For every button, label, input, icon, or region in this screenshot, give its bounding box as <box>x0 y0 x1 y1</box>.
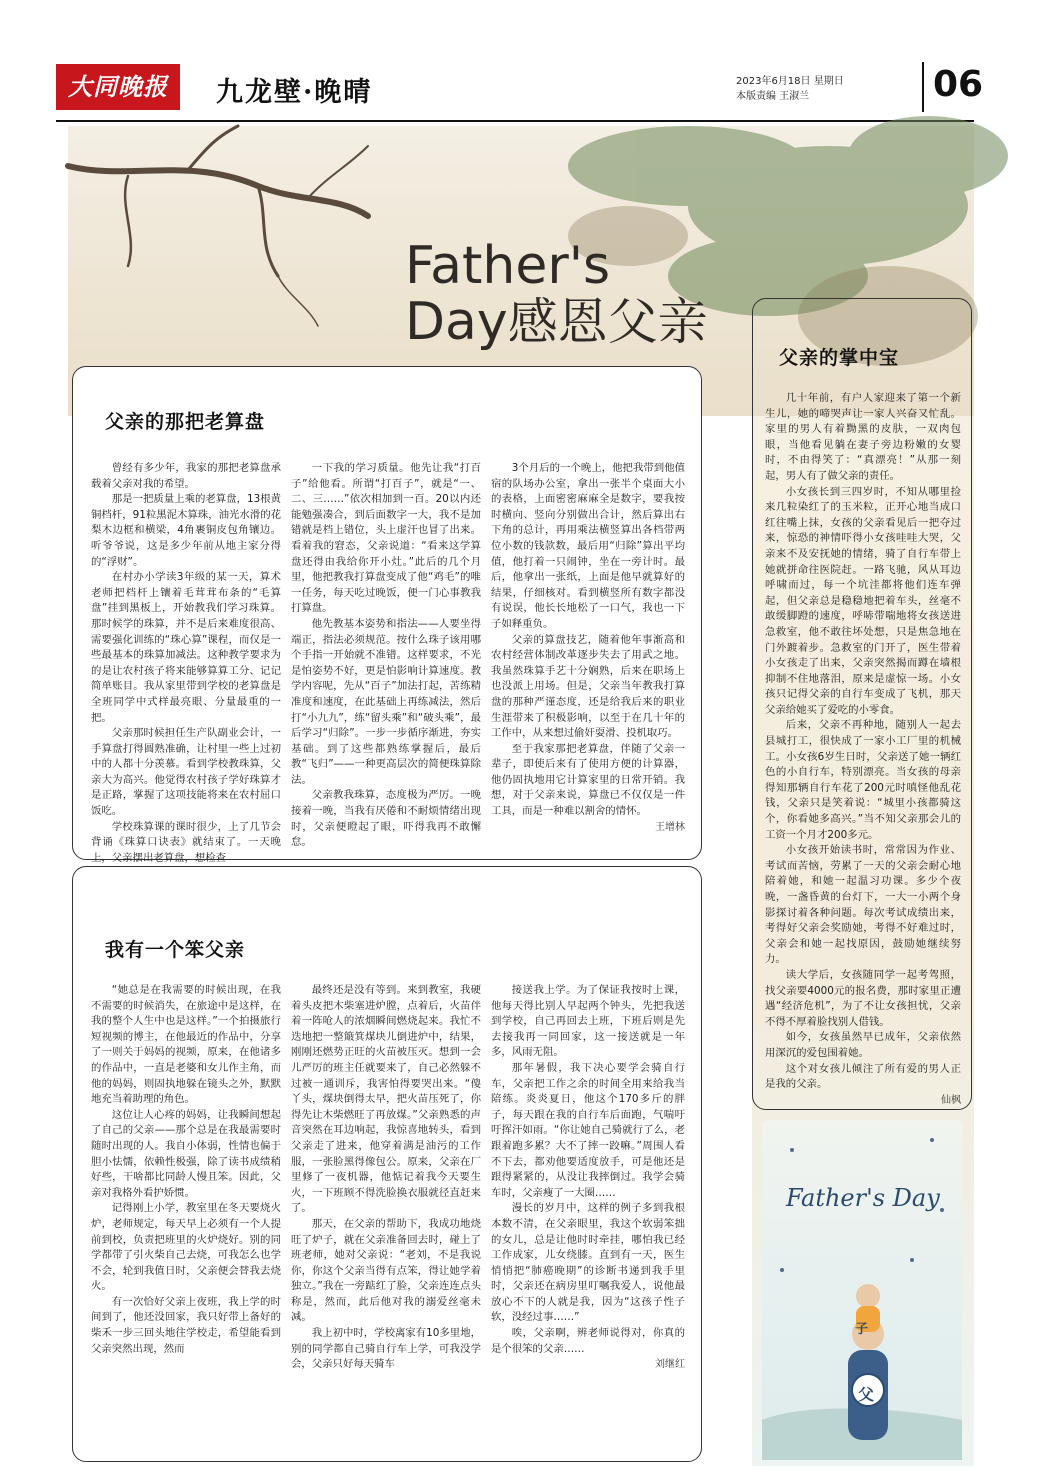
paragraph: 父亲的算盘技艺，随着他年事渐高和农村经营体制改革逐步失去了用武之地。我虽然珠算手艺十分娴熟，后来在职场上也没派上用场。但是，父亲当年教我打算盘的那种严谨态度，还是给我后来的职业生涯带来了积极影响，以至于在几十年的工作中，从来想过偷奸耍滑、投机取巧。 <box>491 633 685 740</box>
paragraph: 这位让人心疼的妈妈，让我瞬间想起了自己的父亲——那个总是在我最需要时随时出现的人。我自小体弱，性情也偏于胆小怯懦，依赖性极强，除了读书成绩稍好些，干啥都比同龄人慢且笨。因此，父亲对我格外看护娇惯。 <box>91 1108 281 1199</box>
paragraph: 一下我的学习质量。他先让我“打百子”给他看。所谓“打百子”，就是“一、二、三……”依次相加到一百。20以内还能勉强凑合，到后面数字一大，我不是加错就是档上错位，头上虚汗也冒了出来。看着我的窘态，父亲说道：“看来这学算盘还得由我给你开小灶。”此后的几个月里，他把教我打算盘变成了他“鸡毛”的唯一任务，每天吃过晚饭，便一门心事教我打算盘。 <box>291 462 481 615</box>
author-byline: 王增林 <box>655 821 685 833</box>
page-number: 06 <box>933 64 984 105</box>
article-column-1 <box>91 983 281 1453</box>
paragraph: “她总是在我需要的时候出现，在我不需要的时候消失，在旅途中是这样，在我的整个人生中也是这样。”一个拍摄旅行短视频的博主，在他最近的作品中，分享了一则关于妈妈的视频，原来，在他诸多的作品中，一直是老婆和女儿作主角，而他的妈妈，则固执地躲在镜头之外，默默地充当着助理的角色。 <box>91 984 281 1106</box>
paragraph: 唉，父亲啊，辨老师说得对，你真的是个很笨的父亲…… <box>491 1327 685 1355</box>
section-title: 九龙壁·晚晴 <box>216 77 373 108</box>
paragraph: 曾经有多少年，我家的那把老算盘承载着父亲对我的希望。 <box>91 462 281 490</box>
banner-title-line2 <box>405 294 708 350</box>
masthead-divider <box>922 62 924 112</box>
paragraph: 父亲教我珠算，态度极为严厉。一晚接着一晚，当我有厌倦和不耐烦情绪出现时，父亲便瞪起了眼，吓得我再不敢懈怠。 <box>291 789 481 849</box>
masthead <box>56 62 986 118</box>
paragraph: 几十年前，有户人家迎来了第一个新生儿，她的啼哭声让一家人兴奋又忙乱。家里的男人有着黝黑的皮肤，一双肉包眼，当他看见躺在妻子旁边粉嫩的女婴时，不由得笑了：“真漂亮！”从那一刻起，男人有了做父亲的责任。 <box>765 392 961 482</box>
author-byline: 刘继红 <box>655 1359 685 1371</box>
article-old-abacus <box>72 366 702 864</box>
article-title: 父亲的那把老算盘 <box>105 411 266 433</box>
paragraph: 那天，在父亲的帮助下，我成功地烧旺了炉子，就在父亲准备回去时，碰上了班老师，她对父亲说：“老刘，不是我说你，你这个父亲当得有点笨，得让她学着独立。”我在一旁踮红了脸，父亲连连点头称是，然而，此后他对我的溺爱丝毫未减。 <box>291 1217 481 1324</box>
banner-title <box>405 238 708 350</box>
paragraph: 这个对女孩儿倾注了所有爱的男人正是我的父亲。 <box>765 1062 961 1091</box>
paragraph: 学校珠算课的课时很少，上了几节会背诵《珠算口诀表》就结束了。一天晚上，父亲摆出老算盘，想检查 <box>91 820 281 864</box>
father-child-illustration <box>762 1120 962 1460</box>
article-title: 父亲的掌中宝 <box>779 347 900 369</box>
paragraph: 3个月后的一个晚上，他把我带到他值宿的队场办公室，拿出一张半个桌面大小的表格，上面密密麻麻全是数字，要我按时横向、竖向分别做出合计，然后算出右下角的总计，再用乘法横竖算出各档带两位小数的钱款数，最后用“归除”算出平均值，他打着一只闹钟，坐在一旁计时。最后，他拿出一张纸，上面是他早就算好的结果，仔细核对。看到横竖所有数字都没有说误，他长长地松了一口气，我也一下子如释重负。 <box>491 462 685 630</box>
paragraph: 记得刚上小学，教室里在冬天要烧火炉，老师规定，每天早上必须有一个人提前到校，负责把班里的火炉烧好。别的同学都带了引火柴自己去烧，可我怎么也学不会，轮到我值日时，父亲便会替我去烧火。 <box>91 1202 281 1293</box>
paragraph: 至于我家那把老算盘，伴随了父亲一辈子，即使后来有了使用方便的计算器，他仍固执地用它计算家里的日常开销。我想，对于父亲来说，算盘已不仅仅是一件工具，而是一种难以割舍的情怀。 <box>491 742 685 818</box>
paragraph: 那年暑假，我下决心要学会骑自行车，父亲把工作之余的时间全用来给我当陪练。炎炎夏日，他这个170多斤的胖子，每天跟在我的自行车后面跑，气喘吁吁挥汗如雨。“你让她自己骑就行了么，老跟着跑多累？大不了摔一跤嘛。”周围人看不下去，都劝他要适度放手，可是他还是跟得紧紧的，从没让我摔倒过。我学会骑车时，父亲瘦了一大圈…… <box>491 1061 685 1199</box>
father-badge-char: 父 <box>858 1385 875 1404</box>
paragraph: 最终还是没有等到。来到教室，我硬着头皮把木柴塞进炉膛，点着后，火苗伴着一阵呛人的浓烟瞬间燃烧起来。我忙不迭地把一整簸箕煤块儿倒进炉中，结果，刚刚还燃势正旺的火苗被压灭。想到一会儿严厉的班主任就要来了，自己必然躲不过被一通训斥，我害怕得要哭出来。“傻丫头，煤块倒得太早，把火苗压死了，你得先让木柴燃旺了再放煤。”父亲熟悉的声音突然在耳边响起，我惊喜地转头，看到父亲走了进来，他穿着满是油污的工作服，一张脸黑得像包公。原来，父亲在厂里修了一夜机器，他惦记着我今天要生火，一下班顾不得洗脸换衣服就径直赶来了。 <box>291 984 481 1215</box>
paragraph: 接送我上学。为了保证我按时上课，他每天得比别人早起两个钟头，先把我送到学校，自己再回去上班，下班后则是先去接我再一同回家，这一接送就是一年多，风雨无阻。 <box>491 984 685 1059</box>
paragraph: 父亲那时候担任生产队副业会计，一手算盘打得圆熟准确，让村里一些上过初中的人都十分羡慕。看到学校教珠算，父亲大为高兴。他觉得农村孩子学好珠算才是正路，掌握了这项技能将来在农村屈口饭吃。 <box>91 727 281 818</box>
fathers-day-illustration <box>762 1120 962 1460</box>
banner-title-line1: Father's <box>405 236 611 296</box>
masthead-rule <box>56 120 974 122</box>
fathers-day-text: Father's Day <box>786 1184 940 1212</box>
child-badge-char: 子 <box>855 1322 869 1337</box>
paragraph: 我上初中时，学校离家有10多里地，别的同学都自己骑自行车上学，可我没学会，父亲只好每天骑车 <box>291 1327 481 1371</box>
paragraph: 他先教基本姿势和指法——人要坐得端正，指法必须规范。按什么珠子该用哪个手指一开始就不准错。这样要求，不光是怕姿势不好，更是怕影响计算速度。教学内容呢，先从“百子”加法打起，苦练精准度和速度，在此基础上再练减法，然后打“小九九”，练“留头乘”和“破头乘”，最后学习“归除”。一步一步循序渐进，夯实基础。到了这些都熟练掌握后，最后教“飞归”——一种更高层次的简便珠算除法。 <box>291 617 481 786</box>
article-column-1 <box>91 461 281 864</box>
author-byline: 仙枫 <box>941 1094 961 1106</box>
page-editor: 本版责编 王淑兰 <box>736 91 810 102</box>
article-column-2 <box>291 983 481 1453</box>
paragraph: 小女孩长到三四岁时，不知从哪里捡来几粒染红了的玉米粒，正开心地当成口红往嘴上抹，女孩的父亲看见后一把夺过来，惊恐的神情吓得小女孩哇哇大哭，父亲来不及安抚她的情绪，骑了自行车带上她就拼命往医院赶。一路飞驰，风从耳边呼啸而过，每一个坑洼都将他们连车弹起，但父亲总是稳稳地把着车头，丝毫不敢缓脚蹬的速度，呼哧带喘地将女孩送进急救室，他不敢往坏处想，只是焦急地在门外踱着步。急救室的门开了，医生带着小女孩走了出来，父亲突然揭而蹲在墙根抑制不住地落泪，原来是虚惊一场。小女孩只记得父亲的自行车变成了飞机，那天父亲给她买了爱吃的小零食。 <box>765 485 961 716</box>
article-fathers-treasure <box>752 298 972 1110</box>
article-column-1 <box>765 391 961 1106</box>
paragraph: 如今，女孩虽然早已成年，父亲依然用深沉的爱包围着她。 <box>765 1031 961 1059</box>
paragraph: 后来，父亲不再种地，随别人一起去县城打工，很快成了一家小工厂里的机械工。小女孩6岁生日时，父亲送了她一辆红色的小自行车，特别漂亮。当女孩的母亲得知那辆自行车花了200元时嗔怪他乱花钱，父亲只是笑着说：“城里小孩都骑这个，你看她多高兴。”当不知父亲那会儿的工资一个月才200多元。 <box>765 719 961 841</box>
article-clumsy-father <box>72 866 702 1462</box>
issue-date: 2023年6月18日 星期日 <box>736 76 844 87</box>
newspaper-logo: 大同晚报 <box>56 64 180 110</box>
banner-title-day: Day <box>405 292 508 352</box>
dateline <box>736 74 844 104</box>
banner-title-cn: 感恩父亲 <box>507 293 708 351</box>
paragraph: 漫长的岁月中，这样的例子多到我根本数不清，在父亲眼里，我这个软弱笨拙的女儿，总是让他时时牵挂，哪怕我已经工作成家，儿女绕膝。直到有一天，医生悄悄把“肺癌晚期”的诊断书递到我手里时，父亲还在病房里叮嘱我爱人，说他最放心不下的人就是我，因为“这孩子性子软，没经过事……” <box>491 1202 685 1324</box>
paragraph: 那是一把质量上乘的老算盘，13根黄铜档杆，91粒黑泥木算珠，油光水滑的花梨木边框和横梁，4角裹铜皮包角镶边。听爷爷说，这是多少年前从地主家分得的“浮财”。 <box>91 493 281 568</box>
paragraph: 在村办小学读3年级的某一天，算术老师把档杆上镶着毛茸茸布条的“毛算盘”挂到黑板上，开始教我们学习珠算。那时候学的珠算，并不是后来难度很高、需要强化训练的“珠心算”课程，而仅是一些最基本的珠算加减法。这种教学要求为的是让农村孩子将来能够算算工分、记记简单账目。我从家里带到学校的老算盘是全班同学中式样最亮眼、分量最重的一把。 <box>91 571 281 724</box>
paragraph: 小女孩开始读书时，常常因为作业、考试而苦恼，劳累了一天的父亲会耐心地陪着她，和她一起温习功课。多少个夜晚，一盏昏黄的台灯下，一大一小两个身影探讨着各种问题。每次考试成绩出来，考得好父亲会奖励她，考得不好难过时，父亲会和她一起找原因，鼓励她继续努力。 <box>765 844 961 966</box>
article-column-2 <box>291 461 481 851</box>
article-title: 我有一个笨父亲 <box>105 939 246 961</box>
article-column-3 <box>491 983 685 1453</box>
paragraph: 读大学后，女孩随同学一起考驾照，找父亲要4000元的报名费，那时家里正遭遇“经济危机”，为了不让女孩担忧，父亲不得不厚着脸找别人借钱。 <box>765 968 961 1028</box>
paragraph: 有一次恰好父亲上夜班，我上学的时间到了，他还没回家，我只好带上备好的柴禾一步三回头地往学校走，希望能看到父亲突然出现，然而 <box>91 1295 281 1355</box>
article-column-3 <box>491 461 685 851</box>
